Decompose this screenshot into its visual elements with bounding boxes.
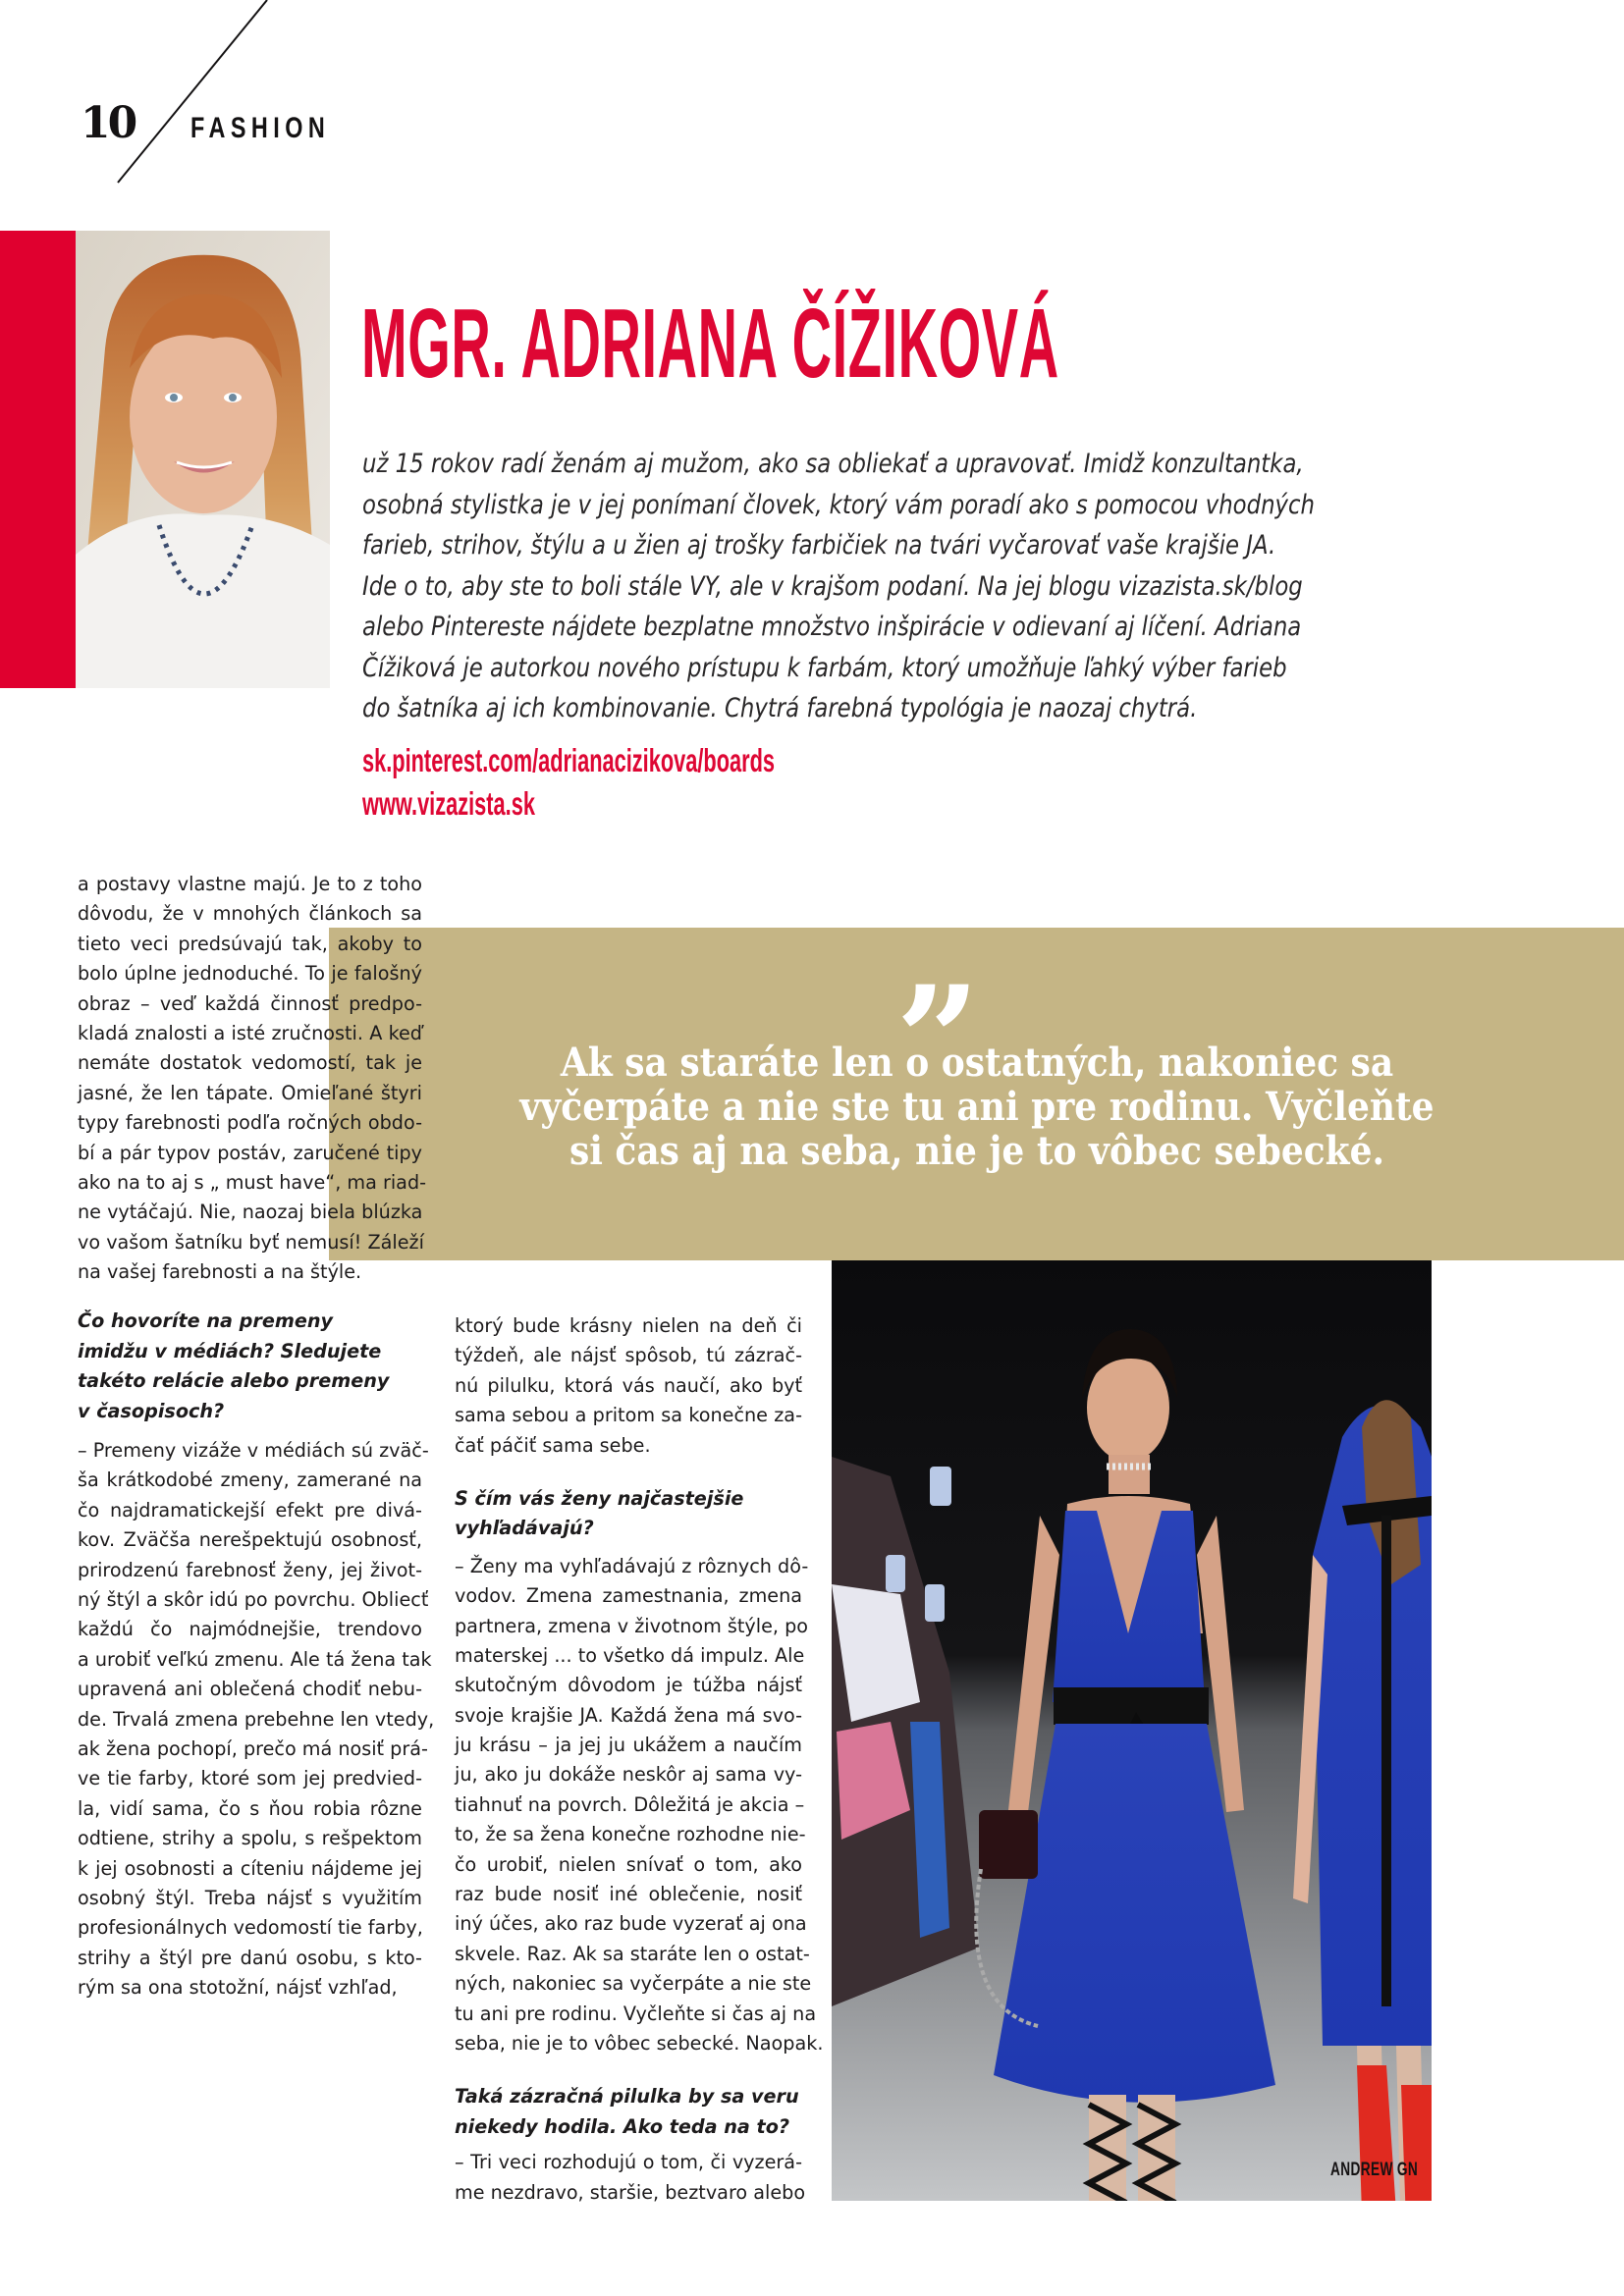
text-line: me nezdravo, staršie, beztvaro alebo: [455, 2180, 806, 2204]
text-line: – Premeny vizáže v médiách sú zväč-: [78, 1439, 429, 1463]
text-line: ný štýl a skôr idú po povrchu. Oblieсť: [78, 1587, 429, 1611]
text-line: Čo hovoríte na premeny: [78, 1309, 334, 1333]
text-line: bí a pár typov postáv, zaručené tipy: [78, 1141, 422, 1164]
text-line: čo najdramatickejší efekt pre divá-: [78, 1498, 422, 1522]
article-column-middle: [455, 1311, 824, 2208]
text-line: v časopisoch?: [78, 1399, 225, 1422]
text-line: čo urobiť, nielen snívať o tom, ako: [455, 1852, 802, 1876]
intro-line: do šatníka aj ich kombinovanie. Chytrá farebná typológia je naozaj chytrá.: [362, 693, 1198, 723]
text-line: – Ženy ma vyhľadávajú z rôznych dô-: [455, 1554, 809, 1577]
text-line: jasné, že len tápate. Omieľané štyri: [78, 1081, 422, 1104]
text-line: seba, nie je to vôbec sebecké. Naopak.: [455, 2031, 824, 2055]
text-line: iný účes, ako raz bude vyzerať aj ona: [455, 1912, 807, 1936]
text-line: ktorý bude krásny nielen na deň či: [455, 1314, 802, 1337]
intro-line: osobná stylistka je v jej ponímaní človek, ktorý vám poradí ako s pomocou vhodných: [362, 489, 1315, 520]
text-line: vo vašom šatníku byť nemusí! Záleží: [78, 1230, 424, 1254]
text-line: bolo úplne jednoduché. To je falošný: [78, 962, 422, 986]
text-line: nemáte dostatok vedomostí, tak je: [78, 1051, 422, 1075]
text-line: a postavy vlastne majú. Je to z toho: [78, 873, 422, 895]
runway-illustration: [832, 1260, 1432, 2201]
pull-quote: [373, 1041, 1581, 1173]
text-line: každú čo najmódnejšie, trendovo: [78, 1618, 422, 1641]
interview-question: [455, 2082, 802, 2142]
text-line: partnera, zmena v životnom štýle, po: [455, 1614, 809, 1637]
text-line: ak žena pochopí, prečo má nosiť prá-: [78, 1736, 428, 1760]
paragraph: [78, 1436, 435, 2002]
intro-line: farieb, strihov, štýlu a u žien aj trošky farbičiek na tvári vyčarovať vaše krajšie JA.: [362, 530, 1276, 561]
text-line: ne vytáčajú. Nie, naozaj biela blúzka: [78, 1201, 423, 1224]
text-line: S čím vás ženy najčastejšie: [455, 1486, 744, 1510]
text-line: tieto veci predsúvajú tak, akoby to: [78, 932, 422, 955]
text-line: profesionálnych vedomostí tie farby,: [78, 1916, 423, 1940]
text-line: Taká zázračná pilulka by sa veru: [455, 2085, 799, 2109]
paragraph: [455, 1552, 824, 2059]
quote-mark-icon: ”: [895, 954, 981, 1127]
portrait-illustration: [76, 231, 330, 688]
text-line: kov. Zväčša nerešpektujú osobnosť,: [78, 1528, 422, 1552]
text-line: odtiene, strihy a spolu, s rešpektom: [78, 1827, 422, 1850]
pull-quote-line: Ak sa staráte len o ostatných, nakoniec sa: [560, 1040, 1394, 1086]
text-line: týždeň, ale nájsť spôsob, tú zázrač-: [455, 1344, 802, 1367]
interview-question: [455, 1484, 802, 1544]
text-line: de. Trvalá zmena prebehne len vtedy,: [78, 1707, 435, 1731]
text-line: tu ani pre rodinu. Vyčleňte si čas aj na: [455, 2002, 817, 2025]
section-title: FASHION: [190, 112, 331, 144]
text-line: ju krásu – ja jej ju ukážem a naučím: [455, 1734, 802, 1757]
pull-quote-line: vyčerpáte a nie ste tu ani pre rodinu. Vyčleňte: [519, 1084, 1435, 1130]
text-line: skvele. Raz. Ak sa staráte len o ostat-: [455, 1942, 810, 1965]
text-line: raz bude nosiť iné oblečenie, nosiť: [455, 1883, 802, 1906]
text-line: strihy a štýl pre danú osobu, s kto-: [78, 1946, 422, 1969]
website-link[interactable]: www.vizazista.sk: [362, 785, 535, 822]
text-line: niekedy hodila. Ako teda na to?: [455, 2114, 790, 2138]
text-line: na vašej farebnosti a na štýle.: [78, 1260, 362, 1284]
pinterest-link[interactable]: sk.pinterest.com/adrianacizikova/boards: [362, 742, 776, 778]
runway-photo: [832, 1260, 1432, 2201]
text-line: a urobiť veľkú zmenu. Ale tá žena tak: [78, 1647, 432, 1671]
text-line: čať páčiť sama sebe.: [455, 1433, 651, 1457]
text-line: osobný štýl. Treba nájsť s využitím: [78, 1886, 422, 1909]
paragraph: [455, 2148, 806, 2208]
text-line: ve tie farby, ktoré som jej predvied-: [78, 1767, 422, 1790]
text-line: upravená ani oblečená chodiť nebu-: [78, 1678, 422, 1701]
text-line: dôvodu, že v mnohých článkoch sa: [78, 902, 422, 926]
text-line: nú pilulku, ktorá vás naučí, ako byť: [455, 1373, 802, 1397]
text-line: sama sebou a pritom sa konečne za-: [455, 1404, 802, 1427]
intro-line: Ide o to, aby ste to boli stále VY, ale v krajšom podaní. Na jej blogu vizazista.sk/blog: [362, 570, 1303, 602]
text-line: ných, nakoniec sa vyčerpáte a nie ste: [455, 1972, 812, 1996]
text-line: rým sa ona stotožní, nájsť vzhľad,: [78, 1976, 398, 2000]
interview-question: [78, 1307, 422, 1426]
text-line: ju, ako ju dokáže neskôr aj sama vy-: [455, 1763, 802, 1787]
paragraph: [455, 1311, 802, 1461]
red-accent-bar: [0, 231, 76, 688]
intro-line: už 15 rokov radí ženám aj mužom, ako sa obliekať a upravovať. Imidž konzultantka,: [362, 449, 1304, 479]
text-line: vyhľadávajú?: [455, 1517, 594, 1540]
profile-name-heading: MGR. ADRIANA ČÍŽIKOVÁ: [361, 289, 1059, 399]
text-line: skutočným dôvodom je túžba nájsť: [455, 1674, 802, 1697]
text-line: typy farebnosti podľa ročných obdo-: [78, 1111, 422, 1135]
author-portrait-photo: [76, 231, 330, 688]
text-line: prirodzenú farebnosť ženy, jej život-: [78, 1558, 422, 1581]
paragraph: [78, 870, 427, 1287]
intro-line: alebo Pintereste nájdete bezplatne množstvo inšpirácie v odievaní aj líčení. Adriana: [362, 612, 1302, 642]
text-line: kladá znalosti a isté zručnosti. A keď: [78, 1021, 422, 1044]
text-line: svoje krajšie JA. Každá žena má svo-: [455, 1703, 802, 1727]
text-line: to, že sa žena konečne rozhodne nie-: [455, 1823, 806, 1846]
text-line: ako na to aj s „ must have“, ma riad-: [78, 1170, 427, 1194]
text-line: k jej osobnosti a cíteniu nájdeme jej: [78, 1856, 422, 1880]
text-line: obraz – veď každá činnosť predpo-: [78, 991, 422, 1015]
text-line: tiahnuť na povrch. Dôležitá je akcia –: [455, 1792, 805, 1816]
text-line: imidžu v médiách? Sledujete: [78, 1339, 382, 1362]
header-diagonal-line: [0, 0, 295, 196]
intro-line: Čížiková je autorkou nového prístupu k farbám, ktorý umožňuje ľahký výber farieb: [362, 652, 1287, 683]
profile-intro: [362, 444, 1374, 729]
text-line: – Tri veci rozhodujú o tom, či vyzerá-: [455, 2151, 802, 2174]
text-line: vodov. Zmena zamestnania, zmena: [455, 1584, 802, 1608]
photo-credit: ANDREW GN: [1330, 2160, 1419, 2180]
text-line: takéto relácie alebo premeny: [78, 1369, 390, 1393]
pull-quote-line: si čas aj na seba, nie je to vôbec sebecké.: [568, 1128, 1385, 1174]
article-column-left: [78, 870, 435, 2002]
page-number: 10: [81, 98, 135, 148]
text-line: ša krátkodobé zmeny, zamerané na: [78, 1468, 422, 1492]
text-line: materskej ... to všetko dá impulz. Ale: [455, 1643, 805, 1667]
text-line: la, vidí sama, čo s ňou robia rôzne: [78, 1796, 422, 1820]
